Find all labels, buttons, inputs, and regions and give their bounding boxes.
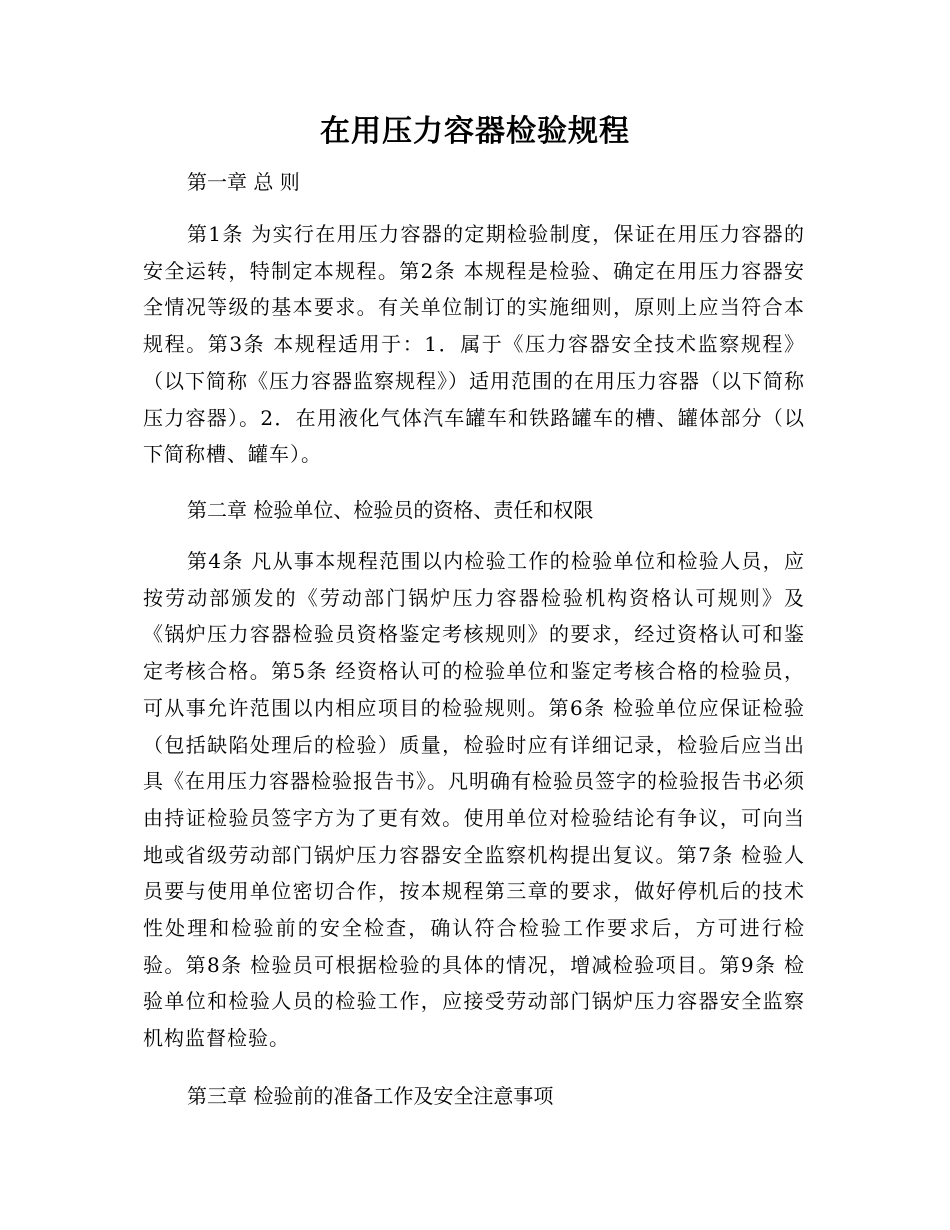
chapter-1-body: 第1条 为实行在用压力容器的定期检验制度，保证在用压力容器的安全运转，特制定本规程。第2条 本规程是检验、确定在用压力容器安全情况等级的基本要求。有关单位制订的实施细则，原则上应当符合本规程。第3条 本规程适用于：1．属于《压力容器安全技术监察规程》（以下简称《压力容器监察规程》）适用范围的在用压力容器（以下简称压力容器）。2．在用液化气体汽车罐车和铁路罐车的槽、罐体部分（以下简称槽、罐车）。 bbox=[143, 222, 805, 467]
chapter-2-body: 第4条 凡从事本规程范围以内检验工作的检验单位和检验人员，应按劳动部颁发的《劳动部门锅炉压力容器检验机构资格认可规则》及《锅炉压力容器检验员资格鉴定考核规则》的要求，经过资格认可和鉴定考核合格。第5条 经资格认可的检验单位和鉴定考核合格的检验员，可从事允许范围以内相应项目的检验规则。第6条 检验单位应保证检验（包括缺陷处理后的检验）质量，检验时应有详细记录，检验后应当出具《在用压力容器检验报告书》。凡明确有检验员签字的检验报告书必须由持证检验员签字方为了更有效。使用单位对检验结论有争议，可向当地或省级劳动部门锅炉压力容器安全监察机构提出复议。第7条 检验人员要与使用单位密切合作，按本规程第三章的要求，做好停机后的技术性处理和检验前的安全检查，确认符合检验工作要求后，方可进行检验。第8条 检验员可根据检验的具体的情况，增减检验项目。第9条 检验单位和检验人员的检验工作，应接受劳动部门锅炉压力容器安全监察机构监督检验。 bbox=[143, 549, 805, 1051]
chapter-1-heading: 第一章 总 则 bbox=[187, 170, 300, 194]
chapter-3-heading: 第三章 检验前的准备工作及安全注意事项 bbox=[187, 1084, 554, 1108]
chapter-2-heading: 第二章 检验单位、检验员的资格、责任和权限 bbox=[187, 498, 594, 522]
document-title: 在用压力容器检验规程 bbox=[320, 114, 630, 149]
